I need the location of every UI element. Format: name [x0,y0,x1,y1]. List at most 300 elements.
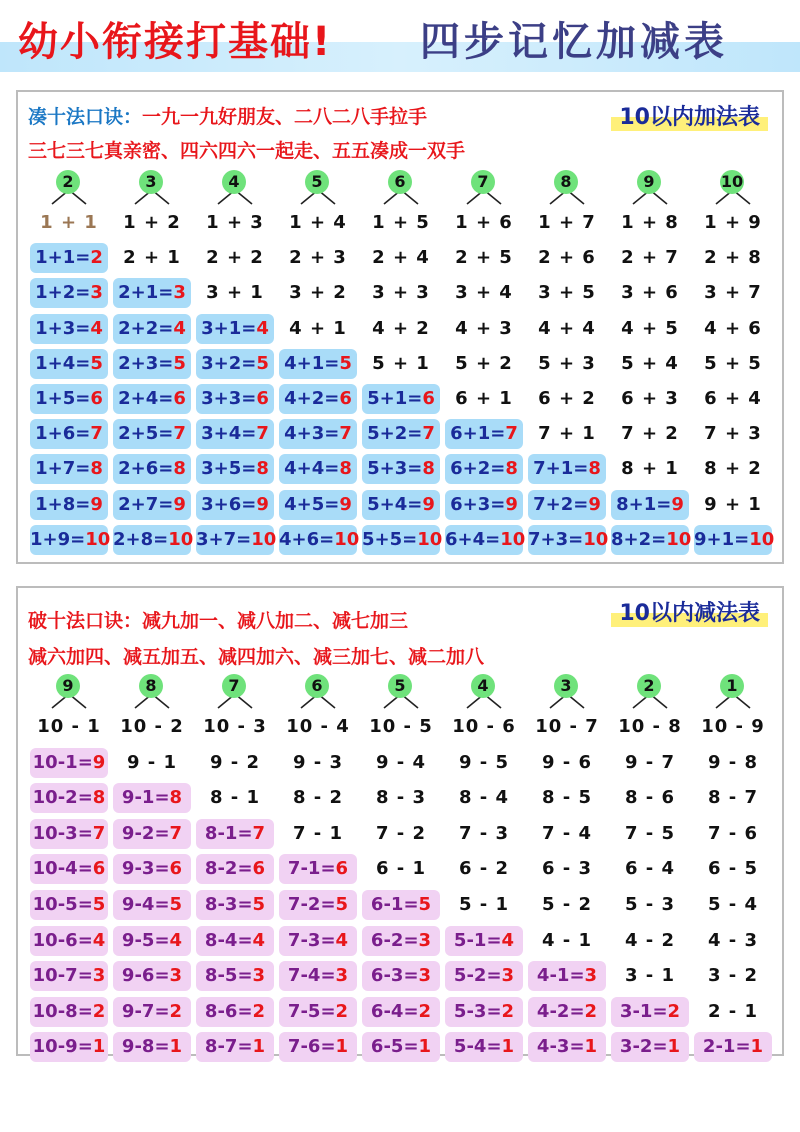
equation-answer: 2 [169,1000,183,1022]
addition-rhyme-line2: 三七三七真亲密、四六四六一起走、五五凑成一双手 [28,140,466,162]
expression-cell: 9 + 1 [704,493,762,515]
subtraction-grid [28,674,774,1058]
expression-cell: 5 + 5 [704,352,762,374]
expression-cell: 4 + 1 [289,317,347,339]
equation-cell [113,1032,191,1062]
column-head [28,170,110,206]
equation-answer: 6 [422,388,435,409]
equation-expression: 7-1= [287,858,336,880]
expression-cell: 8 - 1 [209,787,261,809]
equation-expression: 6-4= [370,1000,419,1022]
expression-cell: 3 + 4 [455,282,513,304]
expression-cell: 10 - 5 [369,716,433,737]
equation-expression: 5+2= [367,423,423,445]
equation-cell [196,349,274,379]
equation-answer: 2 [252,1000,266,1022]
equation-answer: 7 [422,423,435,445]
equation-answer: 4 [90,317,103,339]
expression-cell: 7 - 3 [458,822,510,844]
equation-answer: 5 [339,352,352,374]
expression-cell: 1 + 8 [621,212,679,233]
equation-answer: 1 [418,1036,432,1058]
column-head [28,674,110,710]
equation-answer: 9 [339,493,352,515]
equation-cell [196,961,274,991]
equation-cell [445,926,523,956]
column-number-badge: 3 [139,170,163,194]
equation-expression: 1+4= [35,352,91,374]
expression-cell: 10 - 6 [452,716,516,737]
equation-expression: 7+3= [528,528,584,550]
equation-expression: 9-7= [121,1000,170,1022]
equation-expression: 5+5= [362,528,418,550]
equation-expression: 8+1= [616,493,672,515]
equation-answer: 10 [334,528,360,550]
equation-cell [113,314,191,344]
equation-expression: 5-2= [453,965,502,987]
equation-expression: 9-3= [121,858,170,880]
expression-cell: 5 + 2 [455,352,513,374]
equation-answer: 8 [256,458,269,480]
column-number-badge: 2 [637,674,661,698]
equation-answer: 4 [256,317,269,339]
expression-cell: 1 + 9 [704,212,762,233]
expression-cell: 8 - 7 [707,787,759,809]
subtraction-panel [16,586,784,1056]
equation-expression: 10-2= [32,787,93,809]
equation-cell [362,419,440,449]
subtraction-rhyme-line2: 减六加四、减五加五、减四加六、减三加七、减二加八 [28,646,485,668]
equation-cell [30,349,108,379]
equation-cell [196,525,277,555]
column-head [443,170,525,206]
expression-cell: 9 - 2 [209,751,261,773]
equation-expression: 10-8= [32,1000,93,1022]
equation-cell [113,819,191,849]
equation-answer: 9 [671,493,684,515]
column-number-badge: 3 [554,674,578,698]
equation-cell [279,854,357,884]
equation-cell [279,926,357,956]
equation-answer: 9 [90,493,103,515]
equation-expression: 8-3= [204,894,253,915]
expression-cell: 10 - 3 [203,716,267,737]
expression-cell: 5 + 3 [538,352,596,374]
equation-expression: 4+4= [284,458,340,480]
equation-answer: 4 [92,929,106,951]
expression-cell: 6 - 4 [624,858,676,880]
expression-cell: 4 - 3 [707,929,759,951]
expression-cell: 6 + 2 [538,388,596,409]
equation-answer: 8 [173,458,186,480]
expression-cell: 3 + 2 [289,282,347,304]
page-header [0,0,800,80]
expression-cell: 4 + 2 [372,317,430,339]
equation-cell [362,454,440,484]
equation-answer: 9 [173,493,186,515]
equation-answer: 3 [90,282,103,304]
equation-cell [279,384,357,414]
column-head [526,674,608,710]
expression-cell: 1 + 5 [372,212,430,233]
expression-cell: 1 + 7 [538,212,596,233]
expression-cell: 9 - 4 [375,751,427,773]
equation-cell [611,997,689,1027]
equation-answer: 5 [256,352,269,374]
equation-expression: 8-7= [204,1036,253,1058]
equation-expression: 3-2= [619,1036,668,1058]
expression-cell: 7 - 1 [292,822,344,844]
equation-answer: 5 [418,894,432,915]
equation-answer: 5 [173,352,186,374]
equation-cell [196,926,274,956]
column-number-badge: 7 [471,170,495,194]
expression-cell: 4 - 1 [541,929,593,951]
equation-expression: 5-3= [453,1000,502,1022]
expression-cell: 8 - 6 [624,787,676,809]
equation-cell [279,525,360,555]
equation-cell [528,525,609,555]
equation-expression: 6-2= [370,929,419,951]
equation-expression: 9-8= [121,1036,170,1058]
equation-answer: 10 [666,528,692,550]
equation-answer: 1 [501,1036,515,1058]
equation-cell [362,525,443,555]
equation-answer: 7 [92,822,106,844]
equation-answer: 3 [418,929,432,951]
equation-cell [445,961,523,991]
equation-expression: 3+1= [201,317,257,339]
equation-answer: 5 [335,894,349,915]
equation-expression: 1+9= [30,528,86,550]
equation-cell [113,997,191,1027]
expression-cell: 5 - 4 [707,894,759,915]
column-head [443,674,525,710]
addition-rhyme-lead: 凑十法口诀： [28,106,143,128]
equation-answer: 8 [588,458,601,480]
equation-answer: 5 [252,894,266,915]
expression-cell: 3 - 1 [624,965,676,987]
equation-cell [113,384,191,414]
equation-answer: 6 [335,858,349,880]
column-number-badge: 8 [554,170,578,194]
equation-cell [279,997,357,1027]
equation-cell [30,890,108,920]
equation-cell [30,454,108,484]
equation-answer: 1 [667,1036,681,1058]
equation-expression: 4+3= [284,423,340,445]
equation-expression: 3-1= [619,1000,668,1022]
equation-expression: 4-2= [536,1000,585,1022]
equation-expression: 2+3= [118,352,174,374]
equation-answer: 3 [92,965,106,987]
equation-cell [611,525,692,555]
equation-cell [113,278,191,308]
column-number-badge: 9 [56,674,80,698]
equation-cell [445,419,523,449]
equation-expression: 9-4= [121,894,170,915]
equation-expression: 6+4= [445,528,501,550]
column-number-badge: 5 [305,170,329,194]
expression-cell: 5 - 3 [624,894,676,915]
equation-answer: 9 [588,493,601,515]
equation-cell [279,890,357,920]
expression-cell: 6 + 3 [621,388,679,409]
equation-answer: 3 [584,965,598,987]
equation-answer: 5 [169,894,183,915]
equation-cell [30,1032,108,1062]
expression-cell: 7 + 3 [704,423,762,445]
expression-cell: 7 - 2 [375,822,427,844]
column-head [692,170,774,206]
equation-answer: 10 [583,528,609,550]
expression-cell: 4 + 5 [621,317,679,339]
expression-cell: 5 + 4 [621,352,679,374]
equation-cell [30,997,108,1027]
expression-cell: 2 + 8 [704,247,762,269]
column-number-badge: 4 [471,674,495,698]
equation-answer: 2 [501,1000,515,1022]
expression-cell: 3 + 7 [704,282,762,304]
column-number-badge: 2 [56,170,80,194]
expression-cell: 2 + 2 [206,247,264,269]
equation-expression: 1+6= [35,423,91,445]
expression-cell: 3 + 3 [372,282,430,304]
column-head [111,170,193,206]
equation-answer: 7 [90,423,103,445]
equation-cell [694,525,775,555]
equation-cell [528,1032,606,1062]
equation-answer: 7 [256,423,269,445]
equation-expression: 1+5= [35,388,91,409]
expression-cell: 3 - 2 [707,965,759,987]
expression-cell: 4 + 6 [704,317,762,339]
equation-cell [30,384,108,414]
equation-cell [30,783,108,813]
equation-cell [30,419,108,449]
column-head [111,674,193,710]
equation-answer: 7 [339,423,352,445]
expression-cell: 6 - 1 [375,858,427,880]
equation-answer: 5 [92,894,106,915]
equation-cell [279,1032,357,1062]
equation-cell [694,1032,772,1062]
equation-cell [611,490,689,520]
equation-expression: 8-6= [204,1000,253,1022]
equation-answer: 1 [252,1036,266,1058]
equation-cell [113,890,191,920]
equation-expression: 1+7= [35,458,91,480]
expression-cell: 1 + 4 [289,212,347,233]
subtraction-rhyme-line1: 破十法口诀：减九加一、减八加二、减七加三 [28,610,409,632]
equation-answer: 10 [85,528,111,550]
expression-cell: 3 + 6 [621,282,679,304]
equation-answer: 8 [90,458,103,480]
addition-rhyme-line1: 凑十法口诀：一九一九好朋友、二八二八手拉手 [28,106,428,128]
column-head [609,170,691,206]
equation-answer: 1 [335,1036,349,1058]
expression-cell: 1 + 2 [123,212,181,233]
expression-cell: 10 - 7 [535,716,599,737]
expression-cell: 2 + 7 [621,247,679,269]
equation-expression: 3+5= [201,458,257,480]
column-head [360,170,442,206]
equation-cell [362,997,440,1027]
equation-cell [528,997,606,1027]
expression-cell: 8 + 1 [621,458,679,480]
equation-expression: 5+1= [367,388,423,409]
expression-cell: 2 + 5 [455,247,513,269]
equation-answer: 6 [90,388,103,409]
expression-cell: 7 - 5 [624,822,676,844]
equation-expression: 10-4= [32,858,93,880]
equation-expression: 6-5= [370,1036,419,1058]
equation-expression: 5+4= [367,493,423,515]
equation-expression: 3+6= [201,493,257,515]
column-head [194,170,276,206]
equation-expression: 10-1= [32,751,93,773]
equation-expression: 1+3= [35,317,91,339]
equation-expression: 2+4= [118,388,174,409]
expression-cell: 8 - 3 [375,787,427,809]
column-head [194,674,276,710]
equation-cell [362,490,440,520]
equation-expression: 3+7= [196,528,252,550]
expression-cell: 9 - 7 [624,751,676,773]
subtraction-rhyme-lead: 破十法口诀： [28,610,143,632]
equation-cell [30,819,108,849]
equation-expression: 8-5= [204,965,253,987]
equation-cell [362,384,440,414]
equation-expression: 4-3= [536,1036,585,1058]
equation-cell [196,819,274,849]
equation-answer: 2 [667,1000,681,1022]
equation-cell [30,525,111,555]
equation-expression: 3+3= [201,388,257,409]
equation-answer: 4 [169,929,183,951]
expression-cell: 4 + 3 [455,317,513,339]
equation-expression: 6+3= [450,493,506,515]
equation-expression: 2+6= [118,458,174,480]
equation-answer: 2 [335,1000,349,1022]
equation-cell [113,926,191,956]
equation-answer: 8 [92,787,106,809]
equation-expression: 10-7= [32,965,93,987]
equation-cell [30,854,108,884]
equation-cell [362,1032,440,1062]
equation-expression: 10-6= [32,929,93,951]
equation-cell [113,349,191,379]
equation-cell [196,997,274,1027]
equation-cell [528,454,606,484]
equation-answer: 1 [584,1036,598,1058]
expression-cell: 8 - 4 [458,787,510,809]
equation-expression: 2+7= [118,493,174,515]
expression-cell: 7 + 1 [538,423,596,445]
equation-cell [113,419,191,449]
equation-expression: 8-1= [204,822,253,844]
equation-expression: 7-5= [287,1000,336,1022]
column-number-badge: 1 [720,674,744,698]
equation-answer: 9 [422,493,435,515]
equation-answer: 2 [584,1000,598,1022]
equation-answer: 3 [501,965,515,987]
equation-expression: 10-5= [32,894,93,915]
equation-expression: 9-1= [121,787,170,809]
expression-cell: 2 + 4 [372,247,430,269]
equation-expression: 8-2= [204,858,253,880]
equation-cell [113,454,191,484]
equation-expression: 2+5= [118,423,174,445]
equation-answer: 2 [418,1000,432,1022]
equation-expression: 4+5= [284,493,340,515]
column-number-badge: 9 [637,170,661,194]
header-right-title: 四步记忆加减表 [420,19,728,65]
equation-cell [113,961,191,991]
addition-table-title: 10以内加法表 [611,100,768,131]
addition-panel [16,90,784,564]
equation-cell [113,854,191,884]
equation-cell [362,890,440,920]
expression-cell: 7 - 6 [707,822,759,844]
equation-cell [362,926,440,956]
equation-expression: 3+2= [201,352,257,374]
equation-expression: 4+6= [279,528,335,550]
equation-answer: 6 [256,388,269,409]
expression-cell: 9 - 6 [541,751,593,773]
equation-answer: 9 [256,493,269,515]
equation-expression: 1+8= [35,493,91,515]
equation-cell [113,525,194,555]
equation-answer: 10 [168,528,194,550]
equation-cell [196,419,274,449]
header-left-title: 幼小衔接打基础! [18,19,333,65]
expression-cell: 7 + 2 [621,423,679,445]
expression-cell: 6 - 3 [541,858,593,880]
expression-cell: 4 + 4 [538,317,596,339]
equation-cell [30,490,108,520]
expression-cell: 2 + 6 [538,247,596,269]
equation-cell [113,490,191,520]
expression-cell: 9 - 8 [707,751,759,773]
equation-cell [528,961,606,991]
equation-answer: 6 [169,858,183,880]
equation-expression: 9+1= [694,528,750,550]
equation-cell [30,314,108,344]
equation-expression: 2+2= [118,317,174,339]
equation-expression: 9-6= [121,965,170,987]
equation-expression: 8+2= [611,528,667,550]
equation-answer: 7 [173,423,186,445]
addition-grid [28,170,774,558]
equation-answer: 4 [252,929,266,951]
equation-cell [30,278,108,308]
equation-answer: 10 [251,528,277,550]
column-head [692,674,774,710]
equation-cell [279,454,357,484]
equation-answer: 6 [92,858,106,880]
expression-cell: 10 - 1 [37,716,101,737]
column-head [526,170,608,206]
equation-answer: 8 [422,458,435,480]
equation-cell [113,783,191,813]
equation-expression: 7+2= [533,493,589,515]
expression-cell: 2 - 1 [707,1000,759,1022]
column-head [360,674,442,710]
subtraction-table-title: 10以内减法表 [611,596,768,627]
equation-answer: 4 [335,929,349,951]
column-number-badge: 5 [388,674,412,698]
